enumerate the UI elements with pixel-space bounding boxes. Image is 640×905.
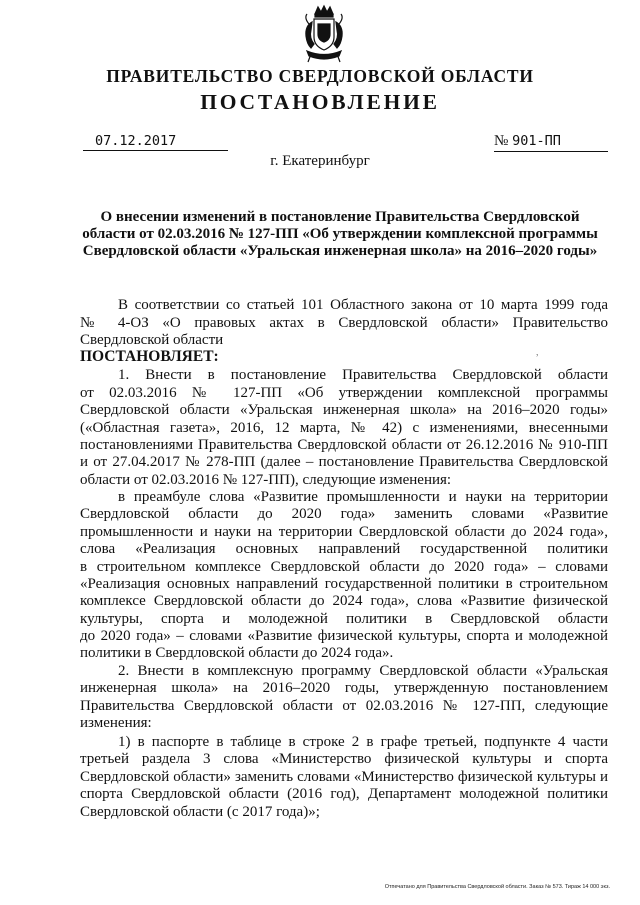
city: г. Екатеринбург <box>270 153 370 169</box>
body-line: промышленности и науки на территории Свердловской области до 2024 года», <box>80 524 608 540</box>
body-line: «Реализация основных направлений государственной политики в строительном <box>80 576 608 592</box>
body-line: третьей раздела 3 слова «Министерство физической культуры и спорта <box>80 751 608 767</box>
body-line: области от 02.03.2016 № 127-ПП), следующие изменения: <box>80 472 452 488</box>
scan-mark: , <box>536 347 539 358</box>
subject-line: области от 02.03.2016 № 127-ПП «Об утверждении комплексной программы <box>82 226 598 242</box>
body-line: Свердловской области (с 2017 года)»; <box>80 804 320 820</box>
number-value: 901-ПП <box>512 133 561 149</box>
number-sign: № <box>494 133 513 149</box>
body-line: Свердловской области «Уральская инженерная школа» на 2016–2020 годы» <box>80 402 608 418</box>
body-line: постановлениями Правительства Свердловской области от 26.12.2016 № 910-ПП <box>80 437 608 453</box>
print-note: Отпечатано для Правительства Свердловской области. Заказ № 573. Тираж 14 000 экз. <box>384 884 610 890</box>
body-line: до 2020 года» – словами «Развитие физической культуры, спорта и молодежной <box>80 628 608 644</box>
body-line: № 4-ОЗ «О правовых актах в Свердловской области» Правительство <box>80 315 608 331</box>
body-line: изменения: <box>80 715 152 731</box>
body-line: Правительства Свердловской области от 02.03.2016 № 127-ПП, следующие <box>80 698 608 714</box>
body-line: В соответствии со статьей 101 Областного закона от 10 марта 1999 года <box>118 297 608 313</box>
body-line: Свердловской области» заменить словами «Министерство физической культуры и <box>80 769 608 785</box>
document-type: ПОСТАНОВЛЕНИЕ <box>200 90 440 114</box>
coat-of-arms-emblem <box>299 4 349 64</box>
body-line: от 02.03.2016 № 127-ПП «Об утверждении комплексной программы <box>80 385 608 401</box>
document-date: 07.12.2017 <box>83 134 228 151</box>
body-line: в преамбуле слова «Развитие промышленности и науки на территории <box>118 489 608 505</box>
body-line: Свердловской области <box>80 332 224 348</box>
body-line: («Областная газета», 2016, 12 марта, № 42) с изменениями, внесенными <box>80 420 608 436</box>
body-line: 2. Внести в комплексную программу Свердловской области «Уральская <box>118 663 608 679</box>
document-number <box>494 133 608 152</box>
subject-line: О внесении изменений в постановление Правительства Свердловской <box>100 209 580 225</box>
document-subject <box>80 209 600 260</box>
decree-keyword: ПОСТАНОВЛЯЕТ: <box>80 348 219 365</box>
body-line: в строительном комплексе Свердловской области до 2020 года» – словами <box>80 559 608 575</box>
body-line: инженерная школа» на 2016–2020 годы, утвержденную постановлением <box>80 680 608 696</box>
government-title: ПРАВИТЕЛЬСТВО СВЕРДЛОВСКОЙ ОБЛАСТИ <box>106 66 534 86</box>
body-line: слова «Реализация основных направлений государственной политики <box>80 541 608 557</box>
body-line: политики в Свердловской области до 2024 года». <box>80 645 394 661</box>
body-line: спорта Свердловской области (2016 год), Департамент молодежной политики <box>80 786 608 802</box>
body-line: 1) в паспорте в таблице в строке 2 в графе третьей, подпункте 4 части <box>118 734 608 750</box>
body-line: 1. Внести в постановление Правительства Свердловской области <box>118 367 608 383</box>
body-line: и от 27.04.2017 № 278-ПП (далее – постановление Правительства Свердловской <box>80 454 608 470</box>
body-line: Свердловской области до 2020 года» заменить словами «Развитие <box>80 506 608 522</box>
body-line: культуры, спорта и молодежной политики в Свердловской области <box>80 611 608 627</box>
subject-line: Свердловской области «Уральская инженерная школа» на 2016–2020 годы» <box>82 243 598 259</box>
body-line: комплексе Свердловской области до 2024 года», слова «Развитие физической <box>80 593 608 609</box>
